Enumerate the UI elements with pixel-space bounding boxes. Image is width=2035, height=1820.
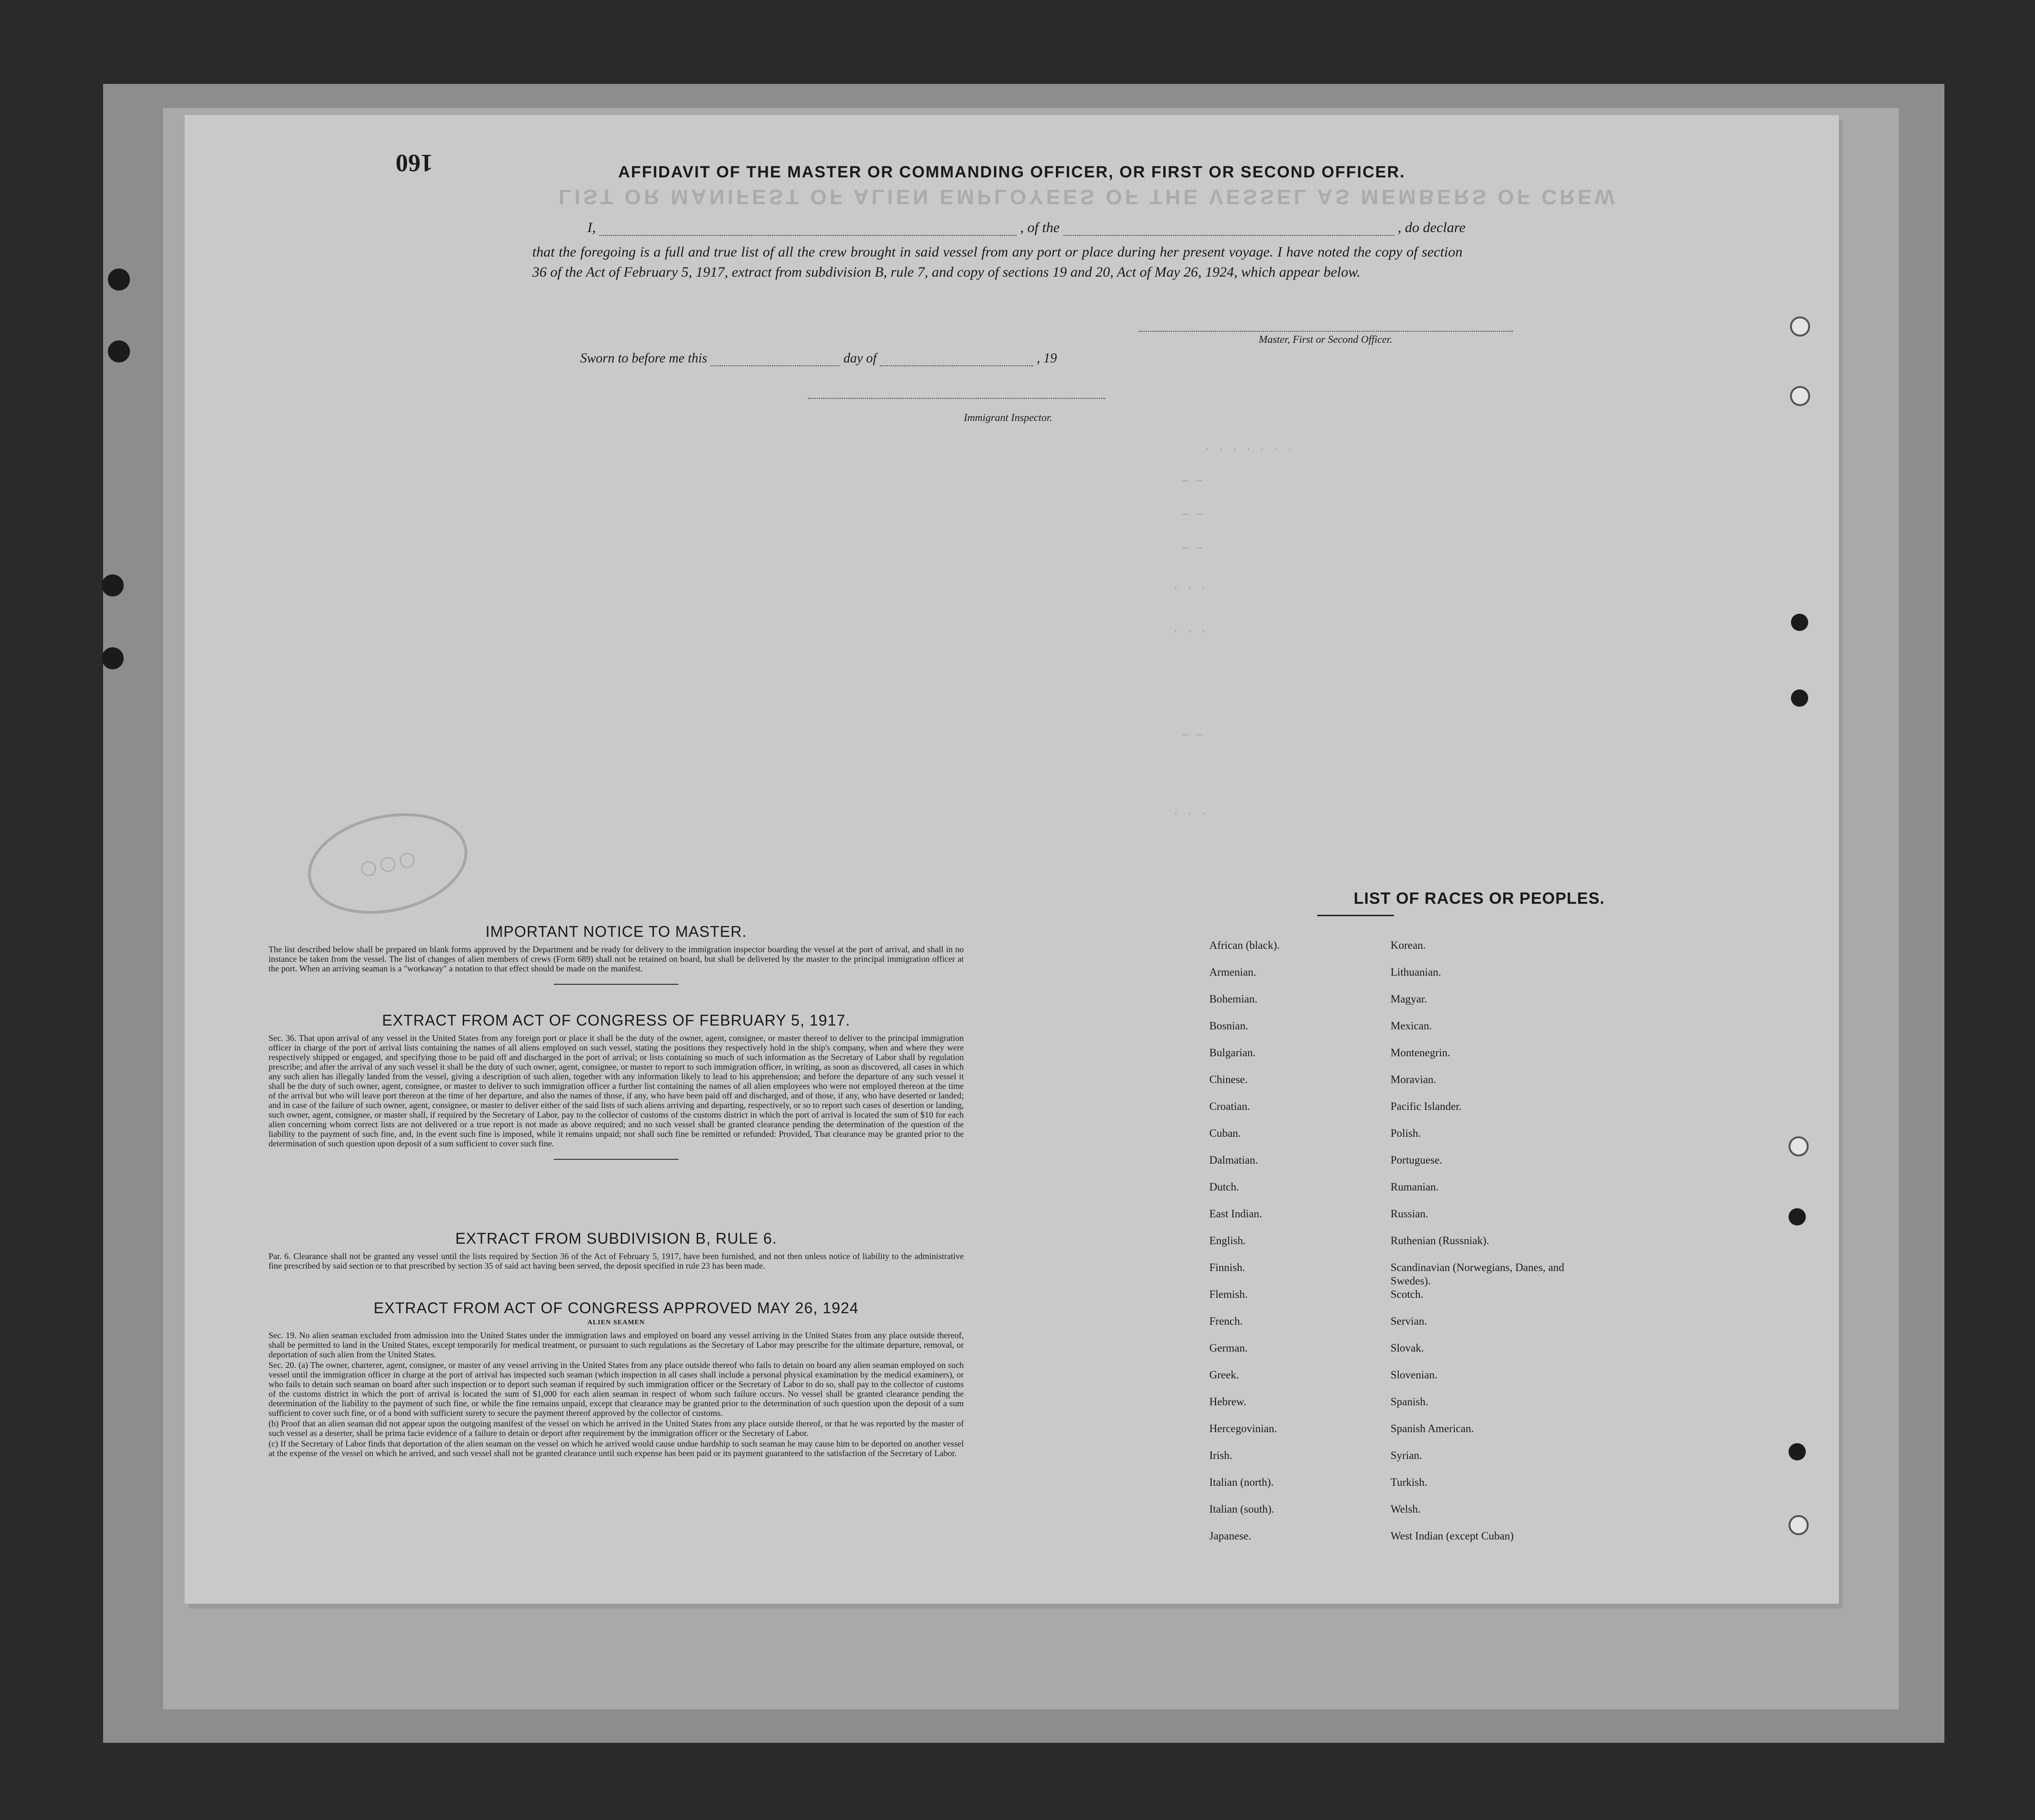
sec20a-text: Sec. 20. (a) The owner, charterer, agent, consignee, or master of any vessel arriving in the United States from any place outside thereof who fails to detain on board any alien seaman employed on such vessel until the immigration officer in charge at the port of arrival has inspected such seaman (which inspection in all cases shall include a personal physical examination by the medical examiners), or who fails to detain such seaman on board after such inspection or to deport such seaman if required by such immigration officer or the Secretary of Labor to do so, shall pay to the collector of customs of the customs district in which the port of arrival is located the sum of $1,000 for each alien seaman in respect of whom such failure occurs. No vessel shall be granted clearance pending the determination of the liability to the payment of such fine, or while the fine remains unpaid, except that clearance may be granted prior to the determination of such question upon the deposit of a sum sufficient to cover such fine, or of a bond with sufficient surety to secure the payment thereof approved by the collector of customs. bbox=[269, 1360, 964, 1418]
races-rule bbox=[1317, 915, 1394, 916]
bleed-through-row: . . . bbox=[1172, 623, 1207, 636]
master-signature-line bbox=[1139, 331, 1513, 332]
inspector-signature-line bbox=[808, 398, 1105, 399]
extract-1917-title: EXTRACT FROM ACT OF CONGRESS OF FEBRUARY 5, 1917. bbox=[382, 1012, 851, 1029]
race-item: Italian (south). bbox=[1209, 1503, 1275, 1515]
bleed-through-row: — — bbox=[1182, 475, 1203, 488]
notice-section bbox=[269, 923, 964, 985]
bleed-through-row: — — bbox=[1182, 729, 1203, 742]
race-item: Hercegovinian. bbox=[1209, 1423, 1277, 1435]
section-rule bbox=[554, 1159, 678, 1160]
race-item: Spanish. bbox=[1391, 1396, 1428, 1408]
race-item: Italian (north). bbox=[1209, 1476, 1274, 1488]
race-item: Moravian. bbox=[1391, 1073, 1437, 1085]
race-item: Rumanian. bbox=[1391, 1181, 1439, 1193]
race-item: Portuguese. bbox=[1391, 1154, 1442, 1166]
sworn-text: Sworn to before me this bbox=[580, 351, 707, 366]
day-blank bbox=[711, 365, 840, 366]
binder-hole bbox=[108, 268, 130, 291]
race-item: French. bbox=[1209, 1315, 1243, 1327]
extract-1924-subtitle: ALIEN SEAMEN bbox=[587, 1319, 645, 1326]
bleed-through-text: LIST OR MANIFEST OF ALIEN EMPLOYEES OF THE VESSEL AS MEMBERS OF CREW bbox=[559, 185, 1618, 209]
extract-1917-text: Sec. 36. That upon arrival of any vessel in the United States from any foreign port or place it shall be the duty of the owner, agent, consignee, or master thereof to deliver to the principal immigration officer in charge of the port of arrival lists containing the names of all aliens employed on such vessel, stating the positions they respectively hold in the ship's company, when and where they were respectively shipped or engaged, and specifying those to be paid off and discharged in the port of arrival; or lists containing so much of such information as the Secretary of Labor shall by regulation prescribe; and after the arrival of any such vessel it shall be the duty of such owner, agent, consignee, or master to report to such immigration officer, in writing, as soon as discovered, all cases in which any such alien has illegally landed from the vessel, giving a description of such alien, together with any information likely to lead to his apprehension; and before the departure of any such vessel it shall be the duty of such owner, agent, consignee, or master to deliver to such immigration officer a further list containing the names of all alien employees who were not employed thereon at the time of the arrival but who will leave port thereon at the time of her departure, and also the names of those, if any, who have been paid off and discharged, and of those, if any, who have deserted or landed; and in case of the failure of such owner, agent, consignee, or master to deliver either of the said lists of such aliens arriving and departing, respectively, or so to report such cases of desertion or landing, such owner, agent, consignee, or master shall, if required by the Secretary of Labor, pay to the collector of customs of the customs district in which the port of arrival is located the sum of $10 for each alien concerning whom correct lists are not delivered or a true report is not made as above required; and no such vessel shall be granted clearance pending the determination of the question of the liability to the payment of such fine, and, in the event such fine is imposed, while it remains unpaid; nor shall such fine be remitted or refunded: Provided, That clearance may be granted prior to the determination of such question upon deposit of a sum sufficient to cover such fine. bbox=[269, 1033, 964, 1148]
race-item: Scandinavian (Norwegians, Danes, and Swedes). bbox=[1391, 1261, 1565, 1287]
race-item: Lithuanian. bbox=[1391, 966, 1441, 978]
bleed-through-row: . . . . . . . bbox=[1204, 441, 1294, 454]
declaration-do-declare: , do declare bbox=[1398, 220, 1466, 235]
race-item: Hebrew. bbox=[1209, 1396, 1247, 1408]
race-item: Armenian. bbox=[1209, 966, 1256, 978]
notice-title: IMPORTANT NOTICE TO MASTER. bbox=[485, 923, 747, 940]
year-prefix: , 19 bbox=[1037, 351, 1057, 366]
declaration-body: that the foregoing is a full and true list of all the crew brought in said vessel from any port or place during her present voyage. I have noted the copy of section 36 of the Act of February 5, 1917, extract from subdivision B, rule 7, and copy of sections 19 and 20, Act of May 26, 1924, which appear below. bbox=[532, 244, 1462, 280]
bleed-through-row: — — bbox=[1182, 542, 1203, 555]
race-item: Bosnian. bbox=[1209, 1020, 1249, 1032]
race-item: Bohemian. bbox=[1209, 993, 1258, 1005]
name-blank bbox=[599, 235, 1017, 236]
port-stamp: ◯ ◯ ◯ bbox=[299, 799, 477, 928]
race-item: Magyar. bbox=[1391, 993, 1427, 1005]
race-item: Servian. bbox=[1391, 1315, 1427, 1327]
race-item: Dutch. bbox=[1209, 1181, 1239, 1193]
race-item: Pacific Islander. bbox=[1391, 1100, 1462, 1112]
extract-1924-title: EXTRACT FROM ACT OF CONGRESS APPROVED MAY 26, 1924 bbox=[374, 1299, 859, 1317]
declaration-i: I, bbox=[587, 220, 596, 235]
month-blank bbox=[880, 365, 1033, 366]
extract-1924-section bbox=[269, 1299, 964, 1458]
race-item: Welsh. bbox=[1391, 1503, 1421, 1515]
sec19-text: Sec. 19. No alien seaman excluded from admission into the United States under the immigration laws and employed on board any vessel arriving in the United States from any place outside thereof, shall be permitted to land in the United States, except temporarily for medical treatment, or pursuant to such regulations as the Secretary of Labor may prescribe for the ultimate departure, removal, or deportation of such alien from the United States. bbox=[269, 1330, 964, 1359]
race-item: Flemish. bbox=[1209, 1288, 1248, 1300]
race-item: Irish. bbox=[1209, 1449, 1232, 1461]
sec20b-text: (b) Proof that an alien seaman did not appear upon the outgoing manifest of the vessel on which he arrived in the United States from any place outside thereof, or that he was reported by the master of such vessel as a deserter, shall be prima facie evidence of a failure to detain or deport after requirement by the immigration officer or the Secretary of Labor. bbox=[269, 1419, 964, 1438]
race-item: Cuban. bbox=[1209, 1127, 1241, 1139]
races-column-1 bbox=[1209, 939, 1280, 1556]
extract-rule6-section bbox=[269, 1230, 964, 1271]
page-hole bbox=[1791, 689, 1808, 707]
race-item: Finnish. bbox=[1209, 1261, 1245, 1273]
race-item: Polish. bbox=[1391, 1127, 1421, 1139]
bleed-through-row: . . . bbox=[1172, 805, 1207, 818]
binder-hole bbox=[102, 647, 124, 669]
notice-text: The list described below shall be prepared on blank forms approved by the Department and be ready for delivery to the immigration inspector boarding the vessel at the port of arrival, and shall in no instance be taken from the vessel. The list of changes of alien members of crews (Form 689) shall not be retained on board, but shall be delivered by the master to the principal immigration officer at the port. When an arriving seaman is a "workaway" a notation to that effect should be made on the manifest. bbox=[269, 945, 964, 973]
race-item: Slovenian. bbox=[1391, 1369, 1438, 1381]
race-item: Japanese. bbox=[1209, 1530, 1251, 1542]
race-item: English. bbox=[1209, 1235, 1246, 1247]
page-hole bbox=[1791, 614, 1808, 631]
race-item: Bulgarian. bbox=[1209, 1047, 1256, 1059]
race-item: Chinese. bbox=[1209, 1073, 1248, 1085]
race-item: Scotch. bbox=[1391, 1288, 1424, 1300]
inspector-label: Immigrant Inspector. bbox=[964, 411, 1053, 423]
page-hole bbox=[1790, 386, 1810, 406]
race-item: Greek. bbox=[1209, 1369, 1239, 1381]
race-item: Slovak. bbox=[1391, 1342, 1424, 1354]
page-hole bbox=[1789, 1443, 1806, 1460]
extract-rule6-text: Par. 6. Clearance shall not be granted any vessel until the lists required by Section 36 of the Act of February 5, 1917, have been furnished, and not then unless notice of liability to the administrative fine prescribed by said section or to that prescribed by section 35 of said act having been served, the deposit specified in rule 23 has been made. bbox=[269, 1251, 964, 1271]
races-column-2 bbox=[1391, 939, 1597, 1556]
race-item: Syrian. bbox=[1391, 1449, 1422, 1461]
affidavit-title: AFFIDAVIT OF THE MASTER OR COMMANDING OFFICER, OR FIRST OR SECOND OFFICER. bbox=[618, 163, 1405, 181]
page-number: 160 bbox=[396, 149, 433, 176]
race-item: Korean. bbox=[1391, 939, 1426, 951]
race-item: African (black). bbox=[1209, 939, 1280, 951]
sec20c-text: (c) If the Secretary of Labor finds that deportation of the alien seaman on the vessel on which he arrived would cause undue hardship to such seaman he may cause him to be deported on another vessel at the expense of the vessel on which he arrived, and such vessel shall not be granted clearance until such expense has been paid or its payment guaranteed to the satisfaction of the Secretary of Labor. bbox=[269, 1439, 964, 1458]
binder-hole bbox=[102, 574, 124, 596]
page-hole bbox=[1789, 1515, 1809, 1535]
race-item: Dalmatian. bbox=[1209, 1154, 1258, 1166]
manifest-page bbox=[185, 115, 1839, 1604]
race-item: German. bbox=[1209, 1342, 1248, 1354]
binder-hole bbox=[108, 340, 130, 362]
race-item: Turkish. bbox=[1391, 1476, 1427, 1488]
bleed-through-row: . . . bbox=[1172, 580, 1207, 593]
race-item: Spanish American. bbox=[1391, 1423, 1474, 1435]
vessel-blank bbox=[1064, 235, 1394, 236]
master-signature-label: Master, First or Second Officer. bbox=[1259, 333, 1392, 345]
extract-1917-section bbox=[269, 1012, 964, 1160]
race-item: Croatian. bbox=[1209, 1100, 1250, 1112]
bleed-through-row: — — bbox=[1182, 508, 1203, 521]
day-of-text: day of bbox=[843, 351, 877, 366]
race-item: Russian. bbox=[1391, 1208, 1428, 1220]
race-item: Ruthenian (Russniak). bbox=[1391, 1235, 1489, 1247]
race-item: East Indian. bbox=[1209, 1208, 1262, 1220]
extract-rule6-title: EXTRACT FROM SUBDIVISION B, RULE 6. bbox=[455, 1230, 777, 1247]
declaration-of-the: , of the bbox=[1020, 220, 1060, 235]
page-hole bbox=[1790, 316, 1810, 337]
races-title: LIST OF RACES OR PEOPLES. bbox=[1354, 889, 1605, 908]
declaration-line bbox=[587, 220, 1465, 236]
page-hole bbox=[1789, 1208, 1806, 1225]
page-hole bbox=[1789, 1136, 1809, 1156]
race-item: Montenegrin. bbox=[1391, 1047, 1450, 1059]
sworn-line bbox=[580, 351, 1057, 366]
section-rule bbox=[554, 984, 678, 985]
race-item: Mexican. bbox=[1391, 1020, 1432, 1032]
race-item: West Indian (except Cuban) bbox=[1391, 1530, 1514, 1542]
